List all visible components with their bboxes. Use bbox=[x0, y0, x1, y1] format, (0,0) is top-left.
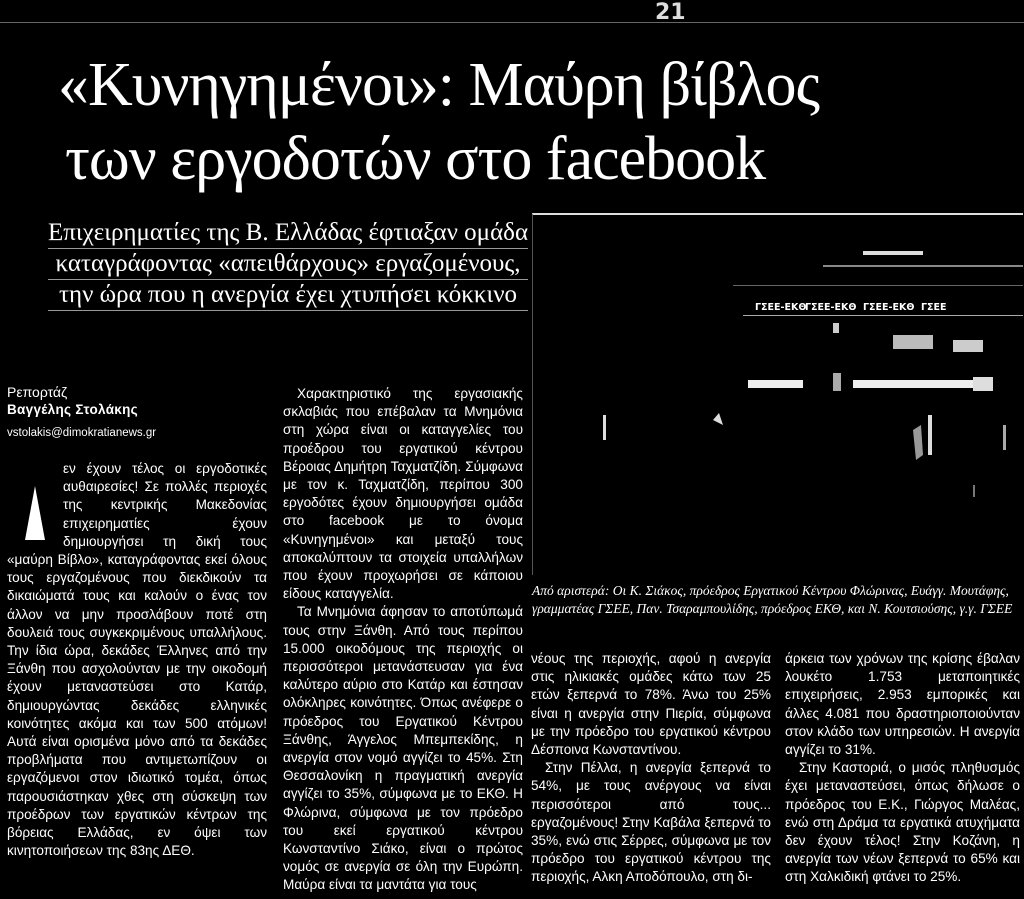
column-4-paragraph-1: άρκεια των χρόνων της κρίσης έβαλαν λουκέτο 1.753 μεταποιητικές επιχειρήσεις, 2.953 εμπορικές και άλλες 4.081 που δραστηριοποιούνταν στον κλάδο των υπηρεσιών. Η ανεργία αγγίζει το 31%. bbox=[785, 651, 1020, 758]
sign-1: ΓΣΕΕ-ΕΚΘ bbox=[755, 302, 807, 313]
byline-author: Βαγγέλης Στολάκης bbox=[7, 402, 138, 417]
press-conference-photo bbox=[532, 213, 1023, 575]
article-column-1 bbox=[7, 460, 267, 860]
subtitle-line-1: Επιχειρηματίες της Β. Ελλάδας έφτιαξαν ομάδα bbox=[48, 218, 528, 249]
photo-caption: Από αριστερά: Οι Κ. Σιάκος, πρόεδρος Εργατικού Κέντρου Φλώρινας, Ευάγγ. Μουτάφης, γραμματέας ΓΣΕΕ, Παν. Τσαραμπουλίδης, πρόεδρος ΕΚΘ, και Ν. Κουτσιούσης, γ.γ. ΓΣΕΕ bbox=[532, 583, 1013, 616]
headline-line-2: των εργοδοτών στο facebook bbox=[65, 125, 766, 193]
headline bbox=[58, 48, 1018, 196]
article-column-3 bbox=[531, 650, 771, 887]
subtitle-line-2: καταγράφοντας «απειθάρχους» εργαζομένους, bbox=[48, 249, 528, 280]
headline-line-1: «Κυνηγημένοι»: Μαύρη βίβλος bbox=[58, 51, 820, 119]
sign-3: ΓΣΕΕ-ΕΚΘ bbox=[863, 302, 915, 313]
column-4-paragraph-2: Στην Καστοριά, ο μισός πληθυσμός έχει μεταναστεύσει, όπως δήλωσε ο πρόεδρος του Ε.Κ., Γιώργος Μαλέας, ενώ στη Δράμα τα εργατικά ατυχήματα δεν έχουν τέλος! Στην Κοζάνη, η ανεργία των νέων ξεπερνά το 65% και στη Χαλκιδική φτάνει το 25%. bbox=[785, 760, 1020, 885]
article-column-4 bbox=[785, 650, 1020, 887]
article-column-2 bbox=[283, 385, 523, 895]
column-3-paragraph-1: νέους της περιοχής, αφού η ανεργία στις ηλικιακές ομάδες κάτω των 25 ετών ξεπερνά το 78%. Άνω του 25% είναι η ανεργία στην Πιερία, σύμφωνα με την πρόεδρο του εργατικού κέντρου Δέσποινα Κωνσταντίνου. bbox=[531, 651, 771, 758]
byline bbox=[7, 383, 247, 443]
column-2-paragraph-2: Τα Μνημόνια άφησαν το αποτύπωμά τους στην Ξάνθη. Από τους περίπου 15.000 οικοδόμους της περιοχής οι περισσότεροι μετανάστευσαν για ένα καλύτερο αύριο στο Κατάρ και έστησαν ολόκληρες κοινότητες. Όπως ανέφερε ο πρόεδρος του Εργατικού Κέντρου Ξάνθης, Άγγελος Μπεμπεκίδης, η ανεργία στον νομό αγγίζει το 45%. Στη Θεσσαλονίκη η πραγματική ανεργία αγγίζει το 35%, σύμφωνα με το ΕΚΘ. Η Φλώρινα, σύμφωνα με τον πρόεδρο του εκεί εργατικού κέντρου Κωνσταντίνο Σιάκο, είναι ο πρώτος νομός σε ανεργία σε όλη την Ευρώπη. Μαύρα είναι τα μαντάτα για τους bbox=[283, 604, 523, 893]
byline-label: Ρεπορτάζ bbox=[7, 384, 68, 400]
subtitle bbox=[48, 218, 528, 311]
photo-illustration bbox=[533, 215, 1023, 573]
column-1-paragraph-1: εν έχουν τέλος οι εργοδοτικές αυθαιρεσίες! Σε πολλές περιοχές της κεντρικής Μακεδονίας επιχειρηματίες έχουν δημιουργήσει τη δική τους «μαύρη Βίβλο», καταγράφοντας εκεί όλους τους εργαζομένους που διεκδικούν τα δικαιώματά τους και καλούν ο ένας τον άλλον να μην προσλάβουν ποτέ στη δουλειά τους συγκεκριμένους υπαλλήλους. Την ίδια ώρα, δεκάδες Έλληνες από την Ξάνθη που ασχολούνταν με την οικοδομή έχουν μεταναστεύσει στο Κατάρ, δημιουργώντας δεκάδες ελληνικές κοινότητες ακόμα και των 500 ατόμων! Αυτά είναι ορισμένα μόνο από τα δεκάδες προβλήματα που αντιμετωπίζουν οι εργαζόμενοι στον ιδιωτικό τομέα, όπως παρουσιάστηκαν χθες στη σύσκεψη των προέδρων των εργατικών κέντρων της βόρειας Ελλάδας, εν όψει των κινητοποιήσεων της 83ης ΔΕΘ. bbox=[7, 461, 267, 859]
column-2-paragraph-1: Χαρακτηριστικό της εργασιακής σκλαβιάς που επέβαλαν τα Μνημόνια στη χώρα είναι οι καταγγελίες του προέδρου του εργατικού κέντρου Βέροιας Δημήτρη Ταχματζίδη. Σύμφωνα με τον κ. Ταχματζίδη, περίπου 300 εργοδότες έχουν δημιουργήσει ομάδα στο facebook με το όνομα «Κυνηγημένοι» και μεταξύ τους αποκαλύπτουν τα στοιχεία υπαλλήλων που έχουν προχωρήσει σε κάποιου είδους καταγγελία. bbox=[283, 386, 523, 602]
column-3-paragraph-2: Στην Πέλλα, η ανεργία ξεπερνά το 54%, με τους ανέργους να είναι περισσότεροι από τους... εργαζομένους! Στην Καβάλα ξεπερνά το 35%, ενώ στις Σέρρες, σύμφωνα με τον πρόεδρο του εργατικού κέντρου της περιοχής, Αλκη Αποδόπουλο, στη δι- bbox=[531, 760, 771, 885]
page-number: 21 bbox=[655, 0, 686, 25]
top-rule bbox=[0, 22, 1024, 23]
sign-4: ΓΣΕΕ bbox=[921, 302, 947, 313]
dropcap-delta bbox=[7, 484, 63, 544]
subtitle-line-3: την ώρα που η ανεργία έχει χτυπήσει κόκκινο bbox=[48, 280, 528, 311]
byline-email: vstolakis@dimokratianews.gr bbox=[7, 427, 157, 439]
sign-2: ΓΣΕΕ-ΕΚΘ bbox=[805, 302, 857, 313]
